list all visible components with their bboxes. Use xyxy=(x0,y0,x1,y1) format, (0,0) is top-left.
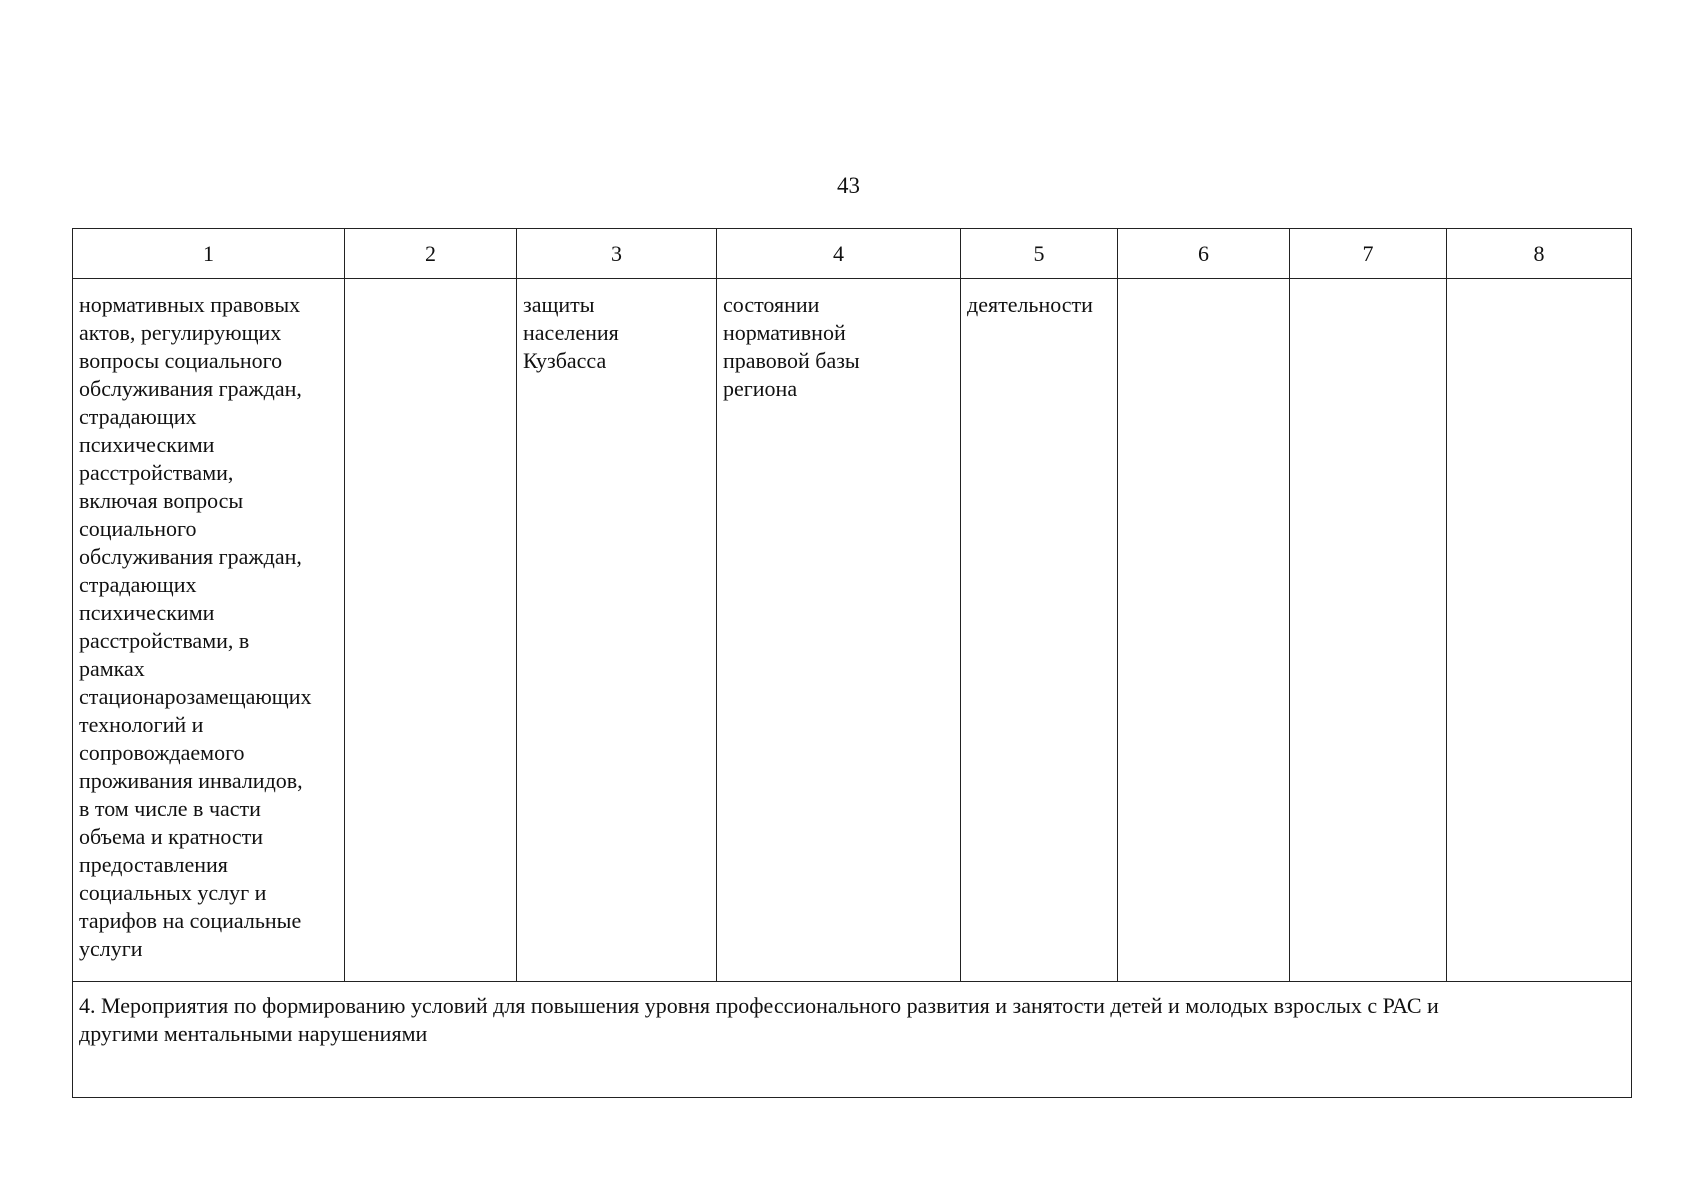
table-cell-col2 xyxy=(345,279,517,982)
measure-description-cell: нормативных правовых актов, регулирующих вопросы социального обслуживания граждан, страдающих психическими расстройствами, включая вопросы социального обслуживания граждан, страдающих психическими расстройствами, в рамках стационарозамещающих технологий и сопровождаемого проживания инвалидов, в том числе в части объема и кратности предоставления социальных услуг и тарифов на социальные услуги xyxy=(73,279,345,982)
column-header-2: 2 xyxy=(345,229,517,279)
expected-result-cell: состоянии нормативной правовой базы региона xyxy=(717,279,961,982)
column-header-6: 6 xyxy=(1118,229,1290,279)
table-cell-col7 xyxy=(1290,279,1447,982)
table-cell-col8 xyxy=(1447,279,1632,982)
program-measures-table xyxy=(72,228,1632,1098)
column-header-1: 1 xyxy=(73,229,345,279)
page-number: 43 xyxy=(837,173,860,198)
column-number-row xyxy=(73,229,1632,279)
table-row xyxy=(73,279,1632,982)
column-header-5: 5 xyxy=(961,229,1118,279)
section-heading-row xyxy=(73,982,1632,1098)
table-cell-col6 xyxy=(1118,279,1290,982)
responsible-executor-cell: защиты населения Кузбасса xyxy=(517,279,717,982)
column-header-8: 8 xyxy=(1447,229,1632,279)
activity-direction-cell: деятельности xyxy=(961,279,1118,982)
section-heading: 4. Мероприятия по формированию условий для повышения уровня профессионального развития и занятости детей и молодых взрослых с РАС и другими ментальными нарушениями xyxy=(73,982,1632,1098)
column-header-3: 3 xyxy=(517,229,717,279)
column-header-4: 4 xyxy=(717,229,961,279)
column-header-7: 7 xyxy=(1290,229,1447,279)
